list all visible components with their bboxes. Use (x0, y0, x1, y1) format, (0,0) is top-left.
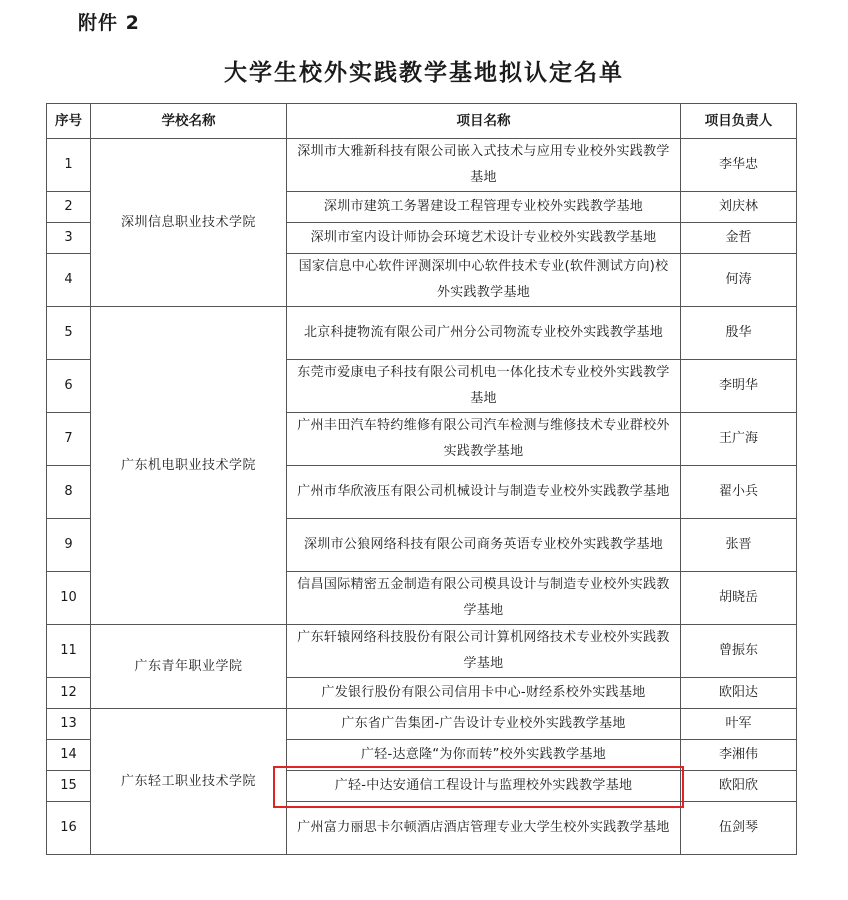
row-number: 6 (47, 360, 91, 413)
header-school: 学校名称 (91, 104, 287, 139)
table-header-row (47, 104, 797, 139)
header-project: 项目名称 (287, 104, 681, 139)
school-name: 广东青年职业学院 (91, 625, 287, 709)
table-row (47, 139, 797, 192)
row-number: 9 (47, 519, 91, 572)
school-name: 广东机电职业技术学院 (91, 307, 287, 625)
project-name: 北京科捷物流有限公司广州分公司物流专业校外实践教学基地 (287, 307, 681, 360)
row-number: 14 (47, 740, 91, 771)
header-no: 序号 (47, 104, 91, 139)
project-leader: 曾振东 (681, 625, 797, 678)
project-name: 广轻-中达安通信工程设计与监理校外实践教学基地 (287, 771, 681, 802)
project-leader: 翟小兵 (681, 466, 797, 519)
school-name: 深圳信息职业技术学院 (91, 139, 287, 307)
row-number: 8 (47, 466, 91, 519)
school-name: 广东轻工职业技术学院 (91, 709, 287, 855)
project-leader: 李湘伟 (681, 740, 797, 771)
project-name: 广州丰田汽车特约维修有限公司汽车检测与维修技术专业群校外实践教学基地 (287, 413, 681, 466)
row-number: 1 (47, 139, 91, 192)
project-leader: 殷华 (681, 307, 797, 360)
project-name: 广州富力丽思卡尔顿酒店酒店管理专业大学生校外实践教学基地 (287, 802, 681, 855)
project-leader: 欧阳欣 (681, 771, 797, 802)
project-name: 深圳市大雅新科技有限公司嵌入式技术与应用专业校外实践教学基地 (287, 139, 681, 192)
project-name: 信昌国际精密五金制造有限公司模具设计与制造专业校外实践教学基地 (287, 572, 681, 625)
project-name: 深圳市公狼网络科技有限公司商务英语专业校外实践教学基地 (287, 519, 681, 572)
project-leader: 刘庆林 (681, 192, 797, 223)
row-number: 3 (47, 223, 91, 254)
document-title: 大学生校外实践教学基地拟认定名单 (224, 60, 624, 86)
attachment-label: 附件 2 (78, 12, 140, 34)
project-name: 广州市华欣液压有限公司机械设计与制造专业校外实践教学基地 (287, 466, 681, 519)
project-name: 广发银行股份有限公司信用卡中心-财经系校外实践基地 (287, 678, 681, 709)
project-name: 深圳市室内设计师协会环境艺术设计专业校外实践教学基地 (287, 223, 681, 254)
highlight-annotation-box (273, 766, 684, 808)
project-leader: 张晋 (681, 519, 797, 572)
row-number: 11 (47, 625, 91, 678)
table-row (47, 709, 797, 740)
project-name: 深圳市建筑工务署建设工程管理专业校外实践教学基地 (287, 192, 681, 223)
project-leader: 叶军 (681, 709, 797, 740)
row-number: 16 (47, 802, 91, 855)
row-number: 7 (47, 413, 91, 466)
project-name: 广东省广告集团-广告设计专业校外实践教学基地 (287, 709, 681, 740)
row-number: 15 (47, 771, 91, 802)
row-number: 13 (47, 709, 91, 740)
table-row (47, 625, 797, 678)
base-list-table (46, 103, 797, 855)
row-number: 4 (47, 254, 91, 307)
header-leader: 项目负责人 (681, 104, 797, 139)
row-number: 2 (47, 192, 91, 223)
project-leader: 王广海 (681, 413, 797, 466)
row-number: 5 (47, 307, 91, 360)
project-name: 东莞市爱康电子科技有限公司机电一体化技术专业校外实践教学基地 (287, 360, 681, 413)
project-leader: 何涛 (681, 254, 797, 307)
row-number: 12 (47, 678, 91, 709)
project-name: 国家信息中心软件评测深圳中心软件技术专业(软件测试方向)校外实践教学基地 (287, 254, 681, 307)
project-leader: 李明华 (681, 360, 797, 413)
project-leader: 金哲 (681, 223, 797, 254)
project-name: 广东轩辕网络科技股份有限公司计算机网络技术专业校外实践教学基地 (287, 625, 681, 678)
project-leader: 胡晓岳 (681, 572, 797, 625)
row-number: 10 (47, 572, 91, 625)
project-leader: 李华忠 (681, 139, 797, 192)
project-leader: 伍剑琴 (681, 802, 797, 855)
project-leader: 欧阳达 (681, 678, 797, 709)
table-row (47, 307, 797, 360)
project-name: 广轻-达意隆“为你而转”校外实践教学基地 (287, 740, 681, 771)
